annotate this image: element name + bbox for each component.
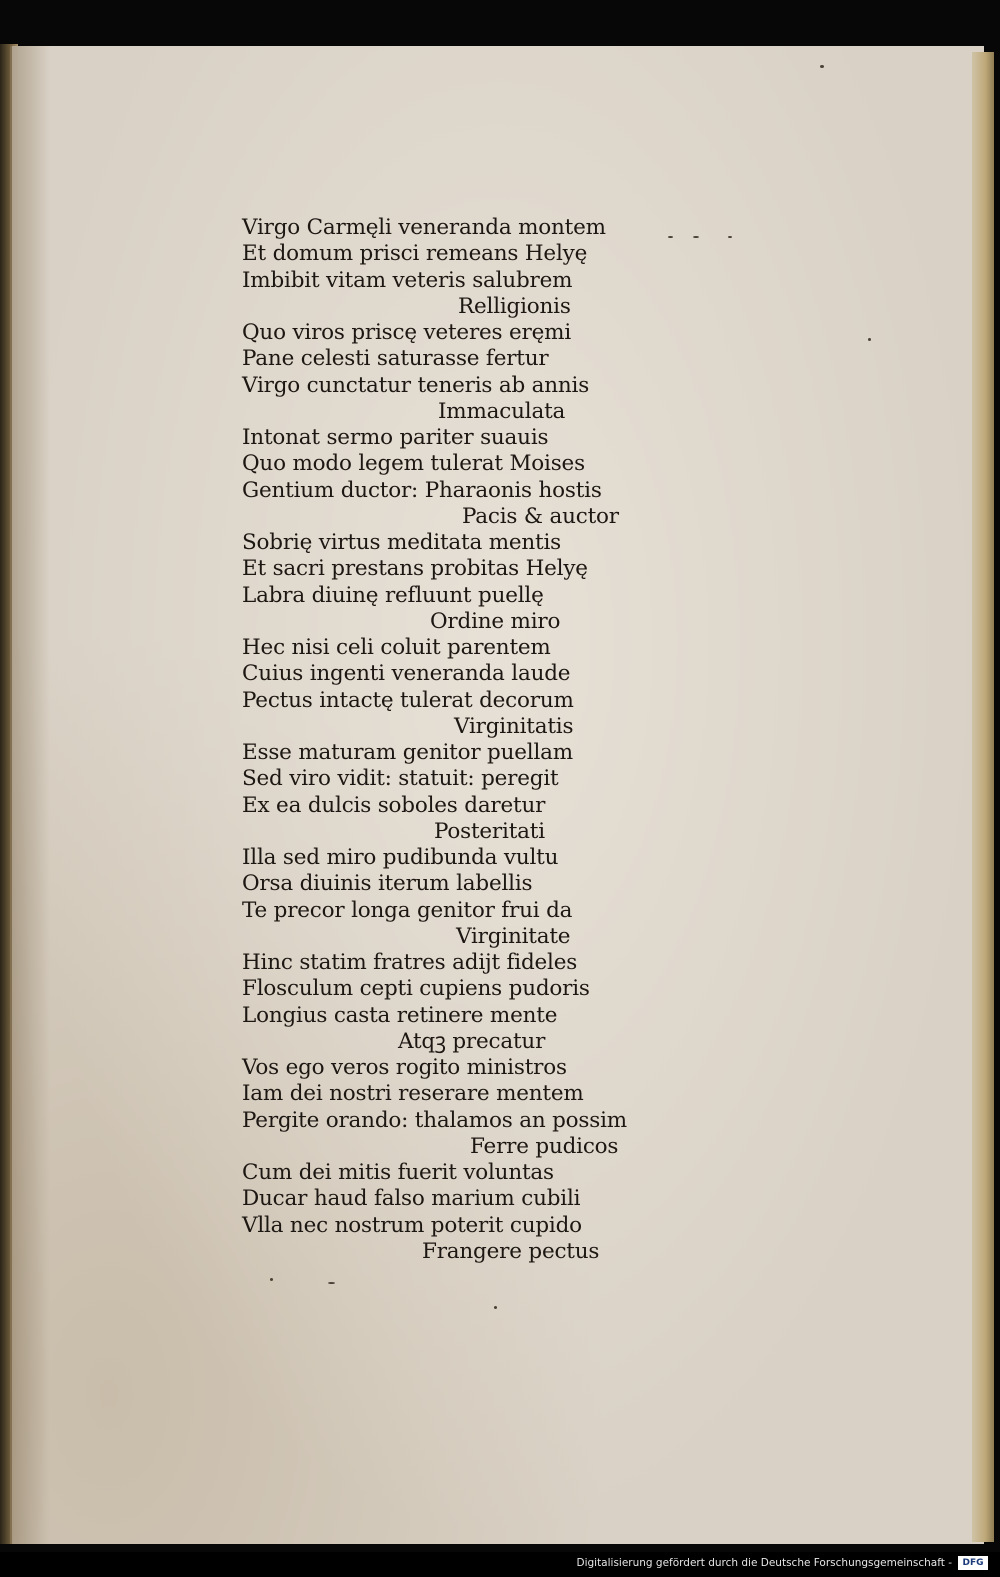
adonic-line: Ordine miro (430, 608, 561, 634)
verse-line: Iam dei nostri reserare mentem (242, 1081, 584, 1107)
verse-line: Cum dei mitis fuerit voluntas (242, 1160, 554, 1185)
verse-line: Quo modo legem tulerat Moises (242, 451, 585, 477)
verse-line: Quo viros priscę veteres eręmi (242, 320, 572, 345)
verse-text (242, 215, 642, 1265)
adonic-line: Ferre pudicos (470, 1133, 619, 1159)
verse-line: Longius casta retinere mente (242, 1002, 558, 1028)
page-right-edge (972, 52, 994, 1542)
verse-line: Sed viro vidit: statuit: peregit (242, 766, 559, 792)
verse-line: Vlla nec nostrum poterit cupido (242, 1212, 582, 1238)
verse-line: Illa sed miro pudibunda vultu (242, 845, 559, 870)
verse-line: Pectus intactę tulerat decorum (242, 687, 574, 713)
verse-line: Orsa diuinis iterum labellis (242, 871, 533, 897)
ink-speck (820, 65, 824, 68)
verse-line: Pergite orando: thalamos an possim (242, 1107, 627, 1133)
page-fold-shadow (10, 46, 50, 1544)
adonic-line: Posteritati (434, 818, 545, 844)
verse-line: Te precor longa genitor frui da (242, 897, 573, 923)
verse-line: Sobrię virtus meditata mentis (242, 530, 562, 555)
ink-speck (693, 236, 699, 238)
verse-line: Virgo Carmęli veneranda montem (242, 215, 606, 240)
adonic-line: Virginitate (456, 923, 571, 949)
verse-line: Ex ea dulcis soboles daretur (242, 792, 546, 818)
ink-speck (868, 338, 871, 341)
adonic-line: Relligionis (458, 293, 571, 319)
verse-line: Hec nisi celi coluit parentem (242, 635, 551, 660)
verse-line: Cuius ingenti veneranda laude (242, 661, 571, 687)
ink-speck (328, 1282, 335, 1284)
footer-bar (0, 1552, 1000, 1577)
verse-line: Ducar haud falso marium cubili (242, 1186, 581, 1212)
ink-speck (270, 1278, 273, 1281)
dfg-logo-icon: DFG (958, 1556, 988, 1570)
ink-speck (668, 236, 673, 238)
ink-speck (494, 1306, 497, 1309)
verse-line: Imbibit vitam veteris salubrem (242, 267, 573, 293)
verse-line: Labra diuinę refluunt puellę (242, 582, 544, 608)
funding-credit: Digitalisierung gefördert durch die Deutsche Forschungsgemeinschaft - (576, 1557, 952, 1569)
verse-line: Flosculum cepti cupiens pudoris (242, 976, 590, 1002)
verse-line: Intonat sermo pariter suauis (242, 425, 549, 450)
verse-line: Pane celesti saturasse fertur (242, 346, 549, 372)
adonic-line: Frangere pectus (422, 1238, 600, 1264)
adonic-line: Immaculata (438, 398, 566, 424)
verse-line: Hinc statim fratres adijt fideles (242, 950, 578, 975)
adonic-line: Atqꝫ precatur (398, 1028, 546, 1054)
verse-line: Et sacri prestans probitas Helyę (242, 556, 588, 582)
verse-line: Vos ego veros rogito ministros (242, 1055, 567, 1080)
verse-line: Esse maturam genitor puellam (242, 740, 573, 765)
adonic-line: Virginitatis (454, 713, 574, 739)
verse-line: Gentium ductor: Pharaonis hostis (242, 477, 602, 503)
adonic-line: Pacis & auctor (462, 503, 619, 529)
verse-line: Virgo cunctatur teneris ab annis (242, 372, 590, 398)
ink-speck (728, 236, 732, 238)
verse-line: Et domum prisci remeans Helyę (242, 241, 588, 267)
